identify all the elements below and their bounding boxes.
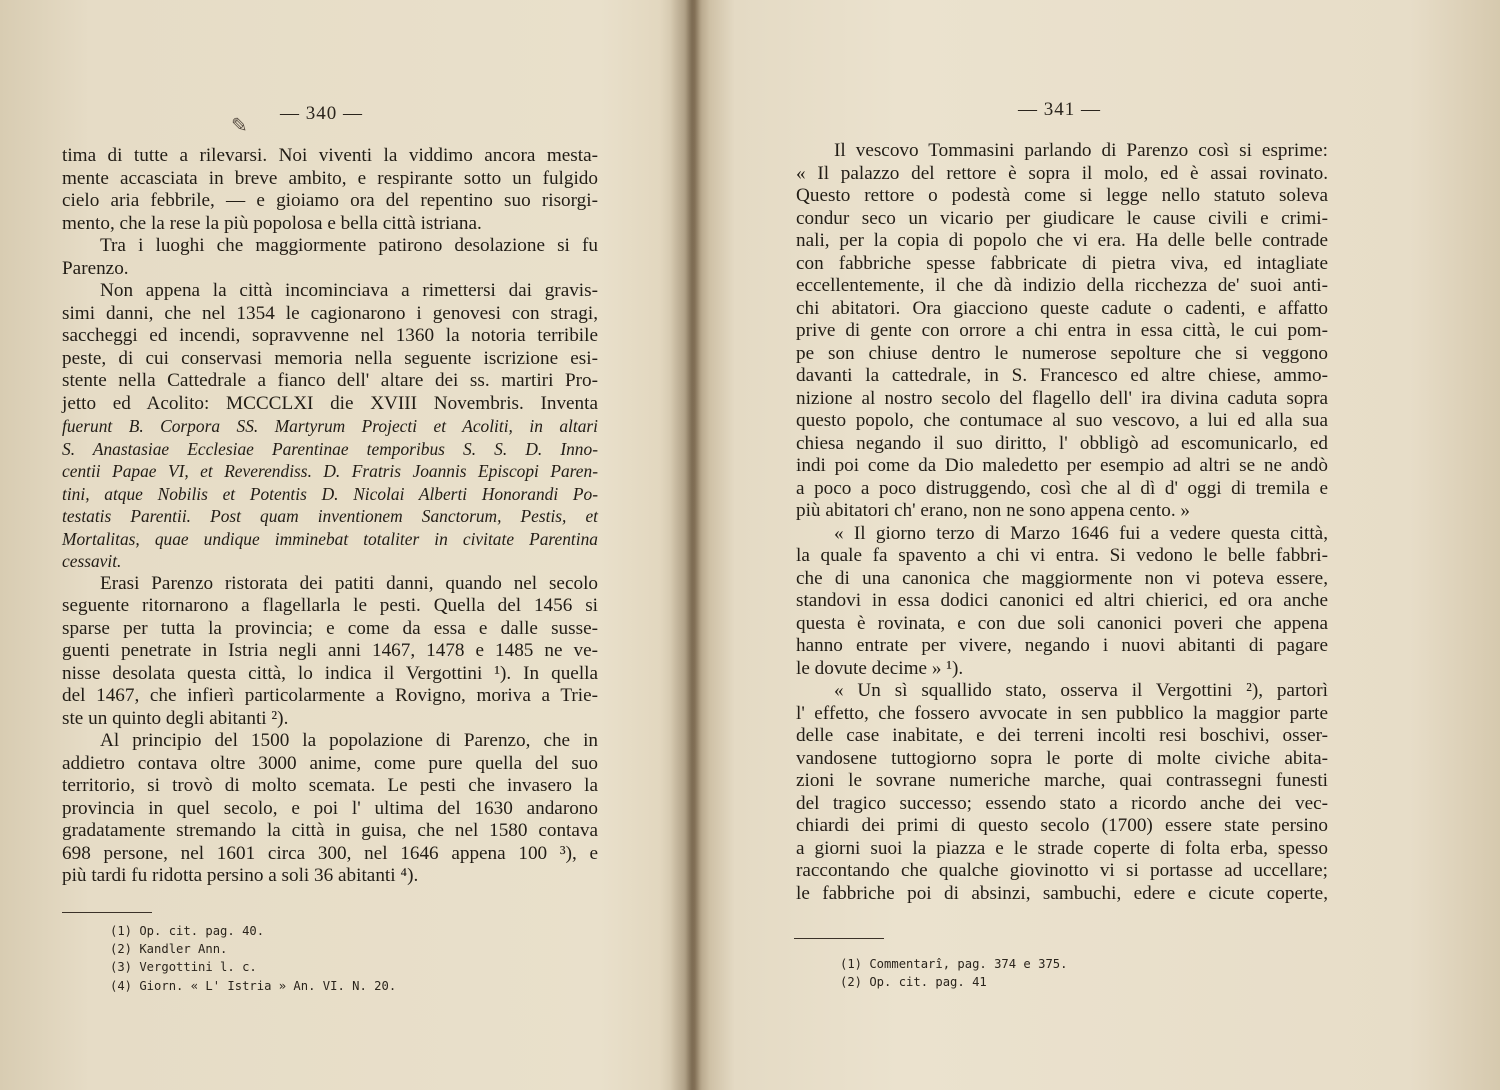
text-line: addietro contava oltre 3000 anime, come pure quella del suo xyxy=(62,752,598,774)
left-page xyxy=(0,0,680,1090)
inscription-line: testatis Parentii. Post quam inventionem Sanctorum, Pestis, et xyxy=(62,506,598,526)
left-page-body xyxy=(62,145,598,888)
text-line: più tardi fu ridotta persino a soli 36 abitanti ⁴). xyxy=(62,865,419,886)
text-line: saccheggi ed incendi, sopravvenne nel 1360 la notoria terribile xyxy=(62,325,598,346)
text-line: l' effetto, che fossero avvocate in sen pubblico la maggior parte xyxy=(796,702,1328,724)
text-line: delle case inabitate, e dei terreni incolti resi boschivi, osser- xyxy=(796,725,1328,746)
text-line: Questo rettore o podestà come si legge nello statuto soleva xyxy=(796,185,1328,206)
left-footnotes xyxy=(110,922,396,995)
text-line: Tra i luoghi che maggiormente patirono desolazione si fu xyxy=(100,235,598,256)
text-line: le dovute decime » ¹). xyxy=(796,657,964,679)
text-line: ste un quinto degli abitanti ²). xyxy=(62,707,289,729)
text-line: provincia in quel secolo, e poi l' ultima del 1630 andarono xyxy=(62,797,598,819)
left-page-number: — 340 — xyxy=(280,103,363,124)
footnote: (3) Vergottini l. c. xyxy=(110,960,257,975)
text-line: eccellentemente, il che dà indizio della ricchezza de' suoi anti- xyxy=(796,275,1328,296)
text-line: standovi in essa dodici canonici ed altri chierici, ed ora anche xyxy=(796,590,1328,611)
right-footnotes xyxy=(840,955,1067,991)
text-line: simi danni, che nel 1354 le cagionarono i genovesi con stragi, xyxy=(62,302,598,324)
inscription-line: tini, atque Nobilis et Potentis D. Nicolai Alberti Honorandi Po- xyxy=(62,483,598,504)
text-line: Erasi Parenzo ristorata dei patiti danni, quando nel secolo xyxy=(100,572,598,594)
text-line: mento, che la rese la più popolosa e bella città istriana. xyxy=(62,212,482,234)
text-line: chi abitatori. Ora giacciono queste cadute o cadenti, e affatto xyxy=(796,297,1328,319)
footnote: (2) Kandler Ann. xyxy=(110,942,228,957)
text-line: chiesa negando il suo diritto, l' obbligò ad escomunicarlo, ed xyxy=(796,432,1328,454)
text-line: hanno entrate per vivere, negando i nuovi abitanti di pagare xyxy=(796,635,1328,656)
text-line: Al principio del 1500 la popolazione di Parenzo, che in xyxy=(100,730,598,751)
text-line: più abitatori ch' erano, non ne sono appena cento. » xyxy=(796,500,1191,521)
text-line: a poco a poco distruggendo, così che al dì d' oggi di tremila e xyxy=(796,477,1328,499)
text-line: seguente ritornarono a flagellarla le pesti. Quella del 1456 si xyxy=(62,595,598,616)
page-mark-icon: ✎ xyxy=(231,113,248,137)
text-line: guenti penetrate in Istria negli anni 1467, 1478 e 1485 ne ve- xyxy=(62,640,598,661)
text-line: mente accasciata in breve ambito, e respirante sotto un fulgido xyxy=(62,167,598,189)
text-line: le fabbriche poi di absinzi, sambuchi, edere e cicute coperte, xyxy=(796,882,1328,904)
text-line: con fabbriche spesse fabbricate di pietra viva, ed intagliate xyxy=(796,252,1328,274)
text-line: stente nella Cattedrale a fianco dell' altare dei ss. martiri Pro- xyxy=(62,370,598,391)
text-line: nali, per la copia di popolo che vi era. Ha delle belle contrade xyxy=(796,230,1328,251)
text-line: questa è rovinata, e con due soli canonici poveri che appena xyxy=(796,612,1328,634)
footnote: (1) Op. cit. pag. 40. xyxy=(110,924,265,938)
text-line: pe son chiuse dentro le numerose sepolture che si veggono xyxy=(796,342,1328,364)
right-page xyxy=(700,0,1500,1090)
text-line: del tragico successo; essendo stato a ricordo anche dei vec- xyxy=(796,792,1328,814)
footnote: (4) Giorn. « L' Istria » An. VI. N. 20. xyxy=(110,978,397,993)
text-line: chiardi dei primi di questo secolo (1700) essere state persino xyxy=(796,815,1328,836)
text-line: indi poi come da Dio maledetto per esempio ad altri se ne andò xyxy=(796,455,1328,476)
text-line: jetto ed Acolito: MCCCLXI die XVIII Novembris. Inventa xyxy=(62,392,598,414)
text-line: prive di gente con orrore a chi entra in essa città, le cui pom- xyxy=(796,320,1328,341)
right-page-body xyxy=(796,140,1328,905)
right-page-number: — 341 — xyxy=(1018,99,1101,120)
inscription-line: Mortalitas, quae undique imminebat totaliter in civitate Parentina xyxy=(62,528,598,549)
text-line: la quale fa spavento a chi vi entra. Si vedono le belle fabbri- xyxy=(796,545,1328,566)
text-line: nisse desolata questa città, lo indica il Vergottini ¹). In quella xyxy=(62,662,598,684)
footnote-rule xyxy=(62,912,152,913)
text-line: raccontando che qualche giovinotto vi si portasse ad uccellare; xyxy=(796,860,1328,881)
footnote-rule xyxy=(794,938,884,939)
text-line: del 1467, che infierì particolarmente a Rovigno, moriva a Trie- xyxy=(62,685,598,706)
text-line: che di una canonica che maggiormente non vi poteva essere, xyxy=(796,567,1328,589)
text-line: a giorni suoi la piazza e le strade coperte di folta erba, spesso xyxy=(796,837,1328,859)
text-line: davanti la cattedrale, in S. Francesco ed altre chiese, ammo- xyxy=(796,365,1328,386)
inscription-line: fuerunt B. Corpora SS. Martyrum Projecti et Acoliti, in altari xyxy=(62,416,598,436)
text-line: condur seco un vicario per giudicare le cause civili e crimi- xyxy=(796,207,1328,229)
inscription-line: centii Papae VI, et Reverendiss. D. Fratris Joannis Episcopi Paren- xyxy=(62,461,598,481)
text-line: sparse per tutta la provincia; e come da essa e dalle susse- xyxy=(62,617,598,639)
inscription-line: S. Anastasiae Ecclesiae Parentinae temporibus S. S. D. Inno- xyxy=(62,438,598,459)
text-line: 698 persone, nel 1601 circa 300, nel 1646 appena 100 ³), e xyxy=(62,842,598,864)
text-line: cielo aria febbrile, — e gioiamo ora del repentino suo risorgi- xyxy=(62,190,598,211)
text-line: Non appena la città incominciava a rimettersi dai gravis- xyxy=(100,280,598,301)
text-line: peste, di cui conservasi memoria nella seguente iscrizione esi- xyxy=(62,347,598,369)
footnote: (1) Commentarî, pag. 374 e 375. xyxy=(840,957,1068,971)
text-line: questo popolo, che contumace al suo vescovo, a lui ed alla sua xyxy=(796,410,1328,431)
text-line: territorio, si trovò di molto scemata. Le pesti che invasero la xyxy=(62,775,598,796)
text-line: tima di tutte a rilevarsi. Noi viventi la viddimo ancora mesta- xyxy=(62,145,598,166)
text-line: Parenzo. xyxy=(62,257,129,279)
text-line: « Un sì squallido stato, osserva il Vergottini ²), partorì xyxy=(834,680,1328,701)
text-line: vandosene tuttogiorno sopra le porte di molte civiche abita- xyxy=(796,747,1328,769)
text-line: « Il palazzo del rettore è sopra il molo, ed è assai rovinato. xyxy=(796,162,1328,184)
text-line: zioni le sovrane numeriche marche, quai contrassegni funesti xyxy=(796,770,1328,791)
text-line: « Il giorno terzo di Marzo 1646 fui a vedere questa città, xyxy=(834,522,1328,544)
text-line: Il vescovo Tommasini parlando di Parenzo così si esprime: xyxy=(834,140,1328,161)
text-line: nizione al nostro secolo del flagello dell' ira divina caduta sopra xyxy=(796,387,1328,409)
footnote: (2) Op. cit. pag. 41 xyxy=(840,975,987,990)
inscription-line: cessavit. xyxy=(62,551,122,571)
text-line: gradatamente stremando la città in guisa, che nel 1580 contava xyxy=(62,820,598,841)
